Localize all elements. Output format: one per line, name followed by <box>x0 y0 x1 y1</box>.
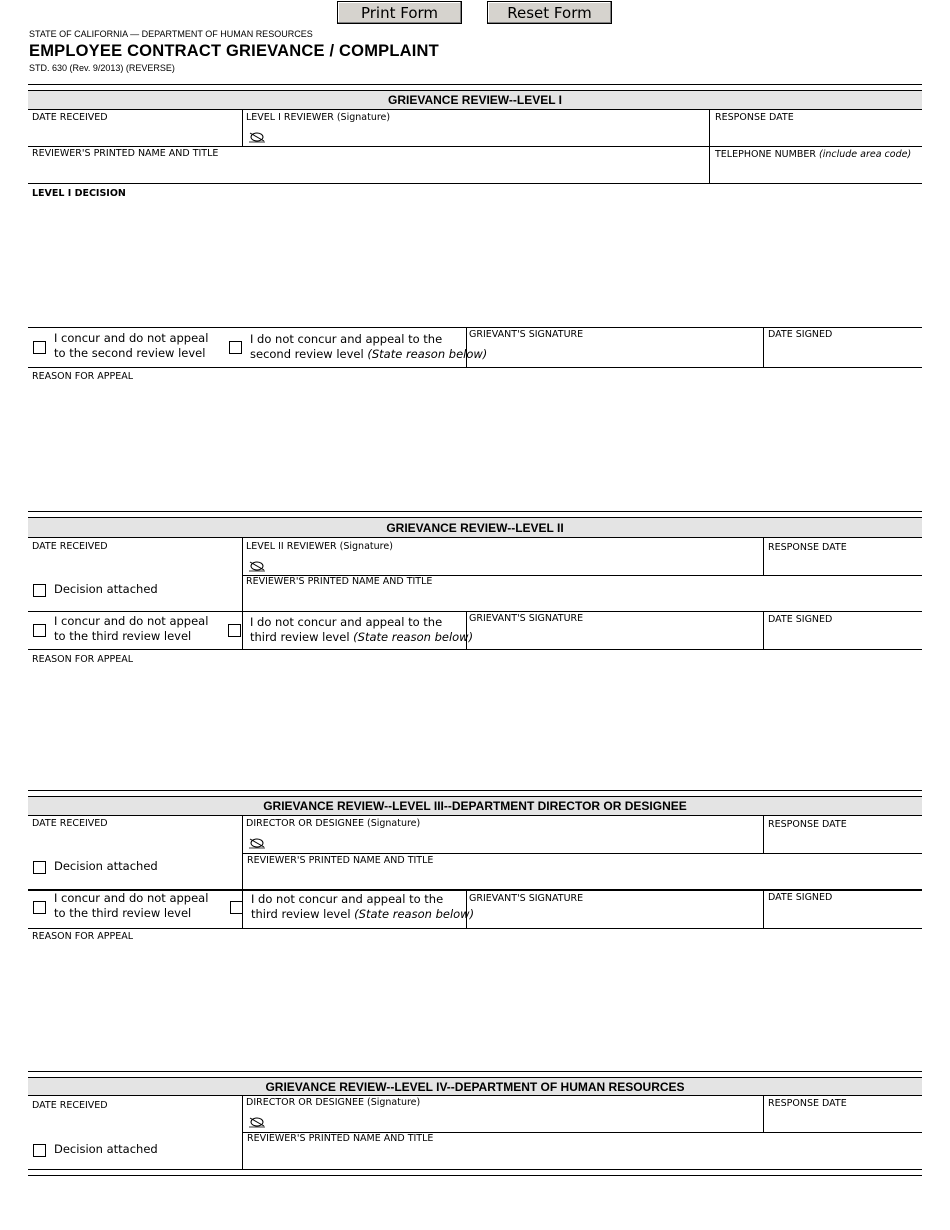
level1-concur-checkbox[interactable] <box>33 341 46 354</box>
level4-date-received-label: DATE RECEIVED <box>32 1100 108 1111</box>
level2-reviewer-signature-label: LEVEL II REVIEWER (Signature) <box>246 541 393 552</box>
level3-concur-checkbox[interactable] <box>33 901 46 914</box>
level1-not-concur-text: I do not concur and appeal to the second review level (State reason below) <box>250 332 488 361</box>
level3-grievant-signature-label: GRIEVANT'S SIGNATURE <box>469 893 584 904</box>
level1-date-signed-label: DATE SIGNED <box>768 329 833 340</box>
level1-not-concur-checkbox[interactable] <box>229 341 242 354</box>
level4-printed-name-label: REVIEWER'S PRINTED NAME AND TITLE <box>247 1133 434 1144</box>
level1-heading: GRIEVANCE REVIEW--LEVEL I <box>28 90 922 110</box>
level3-not-concur-text: I do not concur and appeal to the third review level (State reason below) <box>251 892 475 921</box>
level3-decision-attached-checkbox[interactable] <box>33 861 46 874</box>
level2-decision-attached-label: Decision attached <box>54 582 158 596</box>
form-title: EMPLOYEE CONTRACT GRIEVANCE / COMPLAINT <box>29 42 439 60</box>
level3-date-signed-label: DATE SIGNED <box>768 892 833 903</box>
pen-signature-icon <box>248 560 266 572</box>
level4-decision-attached-checkbox[interactable] <box>33 1144 46 1157</box>
level2-reason-field[interactable] <box>30 668 920 786</box>
level1-reason-label: REASON FOR APPEAL <box>32 371 134 382</box>
agency-name: STATE OF CALIFORNIA — DEPARTMENT OF HUMAN RESOURCES <box>29 29 313 39</box>
level1-reason-field[interactable] <box>30 385 920 505</box>
level2-heading: GRIEVANCE REVIEW--LEVEL II <box>28 517 922 538</box>
level4-director-signature-label: DIRECTOR OR DESIGNEE (Signature) <box>246 1097 421 1108</box>
level3-response-date-label: RESPONSE DATE <box>768 819 847 830</box>
level2-date-received-label: DATE RECEIVED <box>32 541 108 552</box>
level2-concur-checkbox[interactable] <box>33 624 46 637</box>
pen-signature-icon <box>248 837 266 849</box>
form-number: STD. 630 (Rev. 9/2013) (REVERSE) <box>29 63 175 73</box>
level2-not-concur-checkbox[interactable] <box>228 624 241 637</box>
level2-response-date-label: RESPONSE DATE <box>768 542 847 553</box>
level3-concur-text: I concur and do not appeal to the third review level <box>54 891 209 920</box>
level1-grievant-signature-label: GRIEVANT'S SIGNATURE <box>469 329 584 340</box>
level3-heading: GRIEVANCE REVIEW--LEVEL III--DEPARTMENT DIRECTOR OR DESIGNEE <box>28 796 922 816</box>
level2-not-concur-text: I do not concur and appeal to the third review level (State reason below) <box>250 615 474 644</box>
level1-telephone-label: TELEPHONE NUMBER (include area code) <box>715 149 912 160</box>
level2-printed-name-label: REVIEWER'S PRINTED NAME AND TITLE <box>246 576 433 587</box>
level2-concur-text: I concur and do not appeal to the third review level <box>54 614 209 643</box>
level1-response-date-label: RESPONSE DATE <box>715 112 794 123</box>
level3-not-concur-checkbox[interactable] <box>230 901 243 914</box>
level3-director-signature-label: DIRECTOR OR DESIGNEE (Signature) <box>246 818 421 829</box>
reset-form-button[interactable]: Reset Form <box>487 1 612 24</box>
level2-grievant-signature-label: GRIEVANT'S SIGNATURE <box>469 613 584 624</box>
level1-concur-text: I concur and do not appeal to the second review level <box>54 331 209 360</box>
print-form-button[interactable]: Print Form <box>337 1 462 24</box>
level3-printed-name-label: REVIEWER'S PRINTED NAME AND TITLE <box>247 855 434 866</box>
level1-printed-name-label: REVIEWER'S PRINTED NAME AND TITLE <box>32 148 219 159</box>
level1-reviewer-signature-label: LEVEL I REVIEWER (Signature) <box>246 112 391 123</box>
level2-reason-label: REASON FOR APPEAL <box>32 654 134 665</box>
level4-heading: GRIEVANCE REVIEW--LEVEL IV--DEPARTMENT OF HUMAN RESOURCES <box>28 1077 922 1096</box>
level4-response-date-label: RESPONSE DATE <box>768 1098 847 1109</box>
level1-decision-field[interactable] <box>30 202 920 324</box>
level1-date-received-label: DATE RECEIVED <box>32 112 108 123</box>
level3-decision-attached-label: Decision attached <box>54 859 158 873</box>
level2-date-signed-label: DATE SIGNED <box>768 614 833 625</box>
level4-decision-attached-label: Decision attached <box>54 1142 158 1156</box>
pen-signature-icon <box>248 1116 266 1128</box>
pen-signature-icon <box>248 131 266 143</box>
level3-reason-field[interactable] <box>30 945 920 1065</box>
level1-decision-label: LEVEL I DECISION <box>32 188 126 199</box>
level3-reason-label: REASON FOR APPEAL <box>32 931 134 942</box>
level3-date-received-label: DATE RECEIVED <box>32 818 108 829</box>
level2-decision-attached-checkbox[interactable] <box>33 584 46 597</box>
